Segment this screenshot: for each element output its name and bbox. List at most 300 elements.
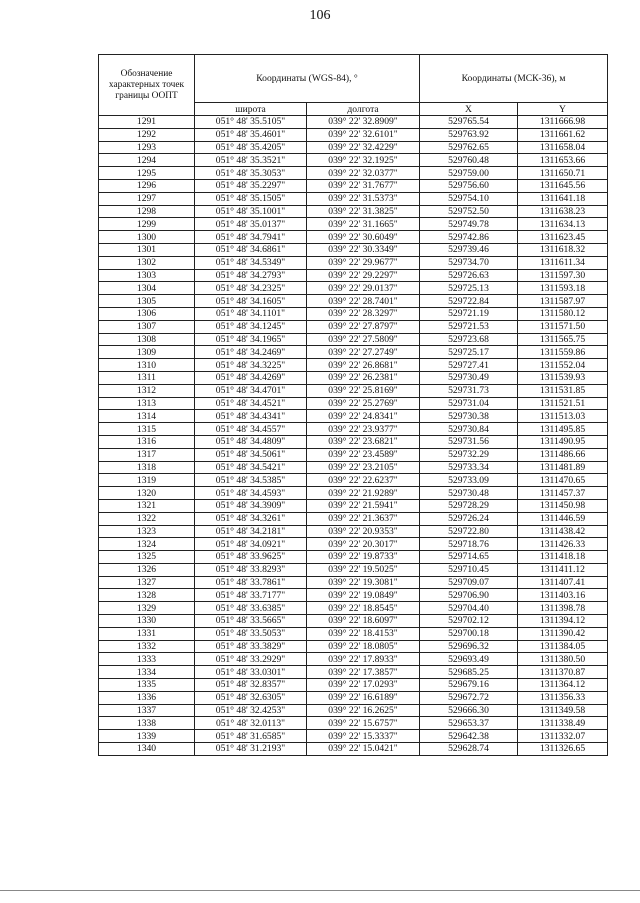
cell-x: 529756.60 (420, 179, 518, 192)
cell-x: 529628.74 (420, 743, 518, 756)
cell-y: 1311403.16 (518, 589, 608, 602)
cell-point-number: 1291 (99, 116, 195, 129)
cell-x: 529700.18 (420, 627, 518, 640)
table-row (99, 461, 608, 474)
cell-y: 1311552.04 (518, 359, 608, 372)
table-row (99, 576, 608, 589)
cell-point-number: 1293 (99, 141, 195, 154)
cell-longitude: 039° 22' 20.3017" (307, 538, 420, 551)
cell-point-number: 1332 (99, 640, 195, 653)
cell-latitude: 051° 48' 34.0921" (195, 538, 307, 551)
table-row (99, 128, 608, 141)
cell-longitude: 039° 22' 32.4229" (307, 141, 420, 154)
cell-point-number: 1326 (99, 563, 195, 576)
table-row (99, 205, 608, 218)
cell-latitude: 051° 48' 33.3829" (195, 640, 307, 653)
cell-point-number: 1295 (99, 167, 195, 180)
table-row (99, 359, 608, 372)
cell-y: 1311513.03 (518, 410, 608, 423)
cell-latitude: 051° 48' 33.5665" (195, 615, 307, 628)
cell-point-number: 1311 (99, 371, 195, 384)
cell-latitude: 051° 48' 34.2469" (195, 346, 307, 359)
table-row (99, 538, 608, 551)
cell-longitude: 039° 22' 21.3637" (307, 512, 420, 525)
cell-latitude: 051° 48' 34.4701" (195, 384, 307, 397)
table-row (99, 397, 608, 410)
cell-longitude: 039° 22' 31.5373" (307, 192, 420, 205)
cell-x: 529696.32 (420, 640, 518, 653)
cell-x: 529732.29 (420, 448, 518, 461)
table-row (99, 589, 608, 602)
cell-x: 529731.73 (420, 384, 518, 397)
cell-point-number: 1323 (99, 525, 195, 538)
table-row (99, 691, 608, 704)
cell-x: 529725.13 (420, 282, 518, 295)
table-row (99, 269, 608, 282)
table-row (99, 474, 608, 487)
cell-longitude: 039° 22' 32.8909" (307, 116, 420, 129)
cell-y: 1311641.18 (518, 192, 608, 205)
cell-x: 529710.45 (420, 563, 518, 576)
cell-longitude: 039° 22' 17.3857" (307, 666, 420, 679)
cell-y: 1311411.12 (518, 563, 608, 576)
cell-longitude: 039° 22' 15.0421" (307, 743, 420, 756)
cell-latitude: 051° 48' 34.3261" (195, 512, 307, 525)
cell-longitude: 039° 22' 32.6101" (307, 128, 420, 141)
table-row (99, 525, 608, 538)
cell-point-number: 1313 (99, 397, 195, 410)
header-point-designation: Обозначение характерных точек границы ООПТ (99, 55, 195, 116)
table-row (99, 116, 608, 129)
cell-point-number: 1327 (99, 576, 195, 589)
cell-point-number: 1324 (99, 538, 195, 551)
cell-latitude: 051° 48' 33.0301" (195, 666, 307, 679)
cell-y: 1311495.85 (518, 423, 608, 436)
cell-y: 1311384.05 (518, 640, 608, 653)
header-latitude: широта (195, 103, 307, 116)
cell-point-number: 1297 (99, 192, 195, 205)
table-row (99, 346, 608, 359)
table-row (99, 717, 608, 730)
cell-x: 529752.50 (420, 205, 518, 218)
cell-x: 529730.49 (420, 371, 518, 384)
cell-longitude: 039° 22' 31.1665" (307, 218, 420, 231)
cell-point-number: 1306 (99, 307, 195, 320)
cell-longitude: 039° 22' 25.8169" (307, 384, 420, 397)
cell-longitude: 039° 22' 16.6189" (307, 691, 420, 704)
table-row (99, 141, 608, 154)
cell-x: 529722.80 (420, 525, 518, 538)
cell-point-number: 1339 (99, 730, 195, 743)
cell-point-number: 1303 (99, 269, 195, 282)
table-row (99, 371, 608, 384)
cell-latitude: 051° 48' 34.4521" (195, 397, 307, 410)
cell-y: 1311356.33 (518, 691, 608, 704)
cell-latitude: 051° 48' 33.2929" (195, 653, 307, 666)
cell-latitude: 051° 48' 32.8357" (195, 679, 307, 692)
cell-longitude: 039° 22' 19.0849" (307, 589, 420, 602)
cell-point-number: 1294 (99, 154, 195, 167)
cell-longitude: 039° 22' 17.8933" (307, 653, 420, 666)
cell-y: 1311450.98 (518, 499, 608, 512)
cell-x: 529749.78 (420, 218, 518, 231)
cell-x: 529723.68 (420, 333, 518, 346)
cell-latitude: 051° 48' 35.5105" (195, 116, 307, 129)
cell-x: 529704.40 (420, 602, 518, 615)
cell-point-number: 1314 (99, 410, 195, 423)
cell-x: 529728.29 (420, 499, 518, 512)
cell-longitude: 039° 22' 23.6821" (307, 435, 420, 448)
cell-y: 1311338.49 (518, 717, 608, 730)
table-row (99, 551, 608, 564)
cell-point-number: 1335 (99, 679, 195, 692)
cell-y: 1311638.23 (518, 205, 608, 218)
cell-point-number: 1330 (99, 615, 195, 628)
cell-latitude: 051° 48' 34.4269" (195, 371, 307, 384)
cell-longitude: 039° 22' 27.2749" (307, 346, 420, 359)
cell-y: 1311398.78 (518, 602, 608, 615)
cell-y: 1311650.71 (518, 167, 608, 180)
cell-latitude: 051° 48' 34.4593" (195, 487, 307, 500)
cell-point-number: 1299 (99, 218, 195, 231)
cell-y: 1311634.13 (518, 218, 608, 231)
cell-point-number: 1325 (99, 551, 195, 564)
cell-longitude: 039° 22' 25.2769" (307, 397, 420, 410)
cell-latitude: 051° 48' 33.5053" (195, 627, 307, 640)
cell-x: 529754.10 (420, 192, 518, 205)
cell-y: 1311481.89 (518, 461, 608, 474)
cell-longitude: 039° 22' 32.1925" (307, 154, 420, 167)
cell-x: 529672.72 (420, 691, 518, 704)
table-body (99, 116, 608, 756)
table-row (99, 218, 608, 231)
cell-latitude: 051° 48' 35.0137" (195, 218, 307, 231)
table-row (99, 295, 608, 308)
cell-point-number: 1321 (99, 499, 195, 512)
cell-y: 1311580.12 (518, 307, 608, 320)
cell-latitude: 051° 48' 35.4205" (195, 141, 307, 154)
cell-point-number: 1310 (99, 359, 195, 372)
cell-longitude: 039° 22' 19.8733" (307, 551, 420, 564)
cell-longitude: 039° 22' 27.5809" (307, 333, 420, 346)
cell-y: 1311470.65 (518, 474, 608, 487)
cell-x: 529726.24 (420, 512, 518, 525)
cell-point-number: 1298 (99, 205, 195, 218)
cell-longitude: 039° 22' 18.4153" (307, 627, 420, 640)
cell-y: 1311349.58 (518, 704, 608, 717)
cell-x: 529731.56 (420, 435, 518, 448)
cell-latitude: 051° 48' 34.7941" (195, 231, 307, 244)
cell-point-number: 1320 (99, 487, 195, 500)
cell-point-number: 1318 (99, 461, 195, 474)
cell-longitude: 039° 22' 29.9677" (307, 256, 420, 269)
cell-x: 529685.25 (420, 666, 518, 679)
cell-y: 1311565.75 (518, 333, 608, 346)
cell-x: 529702.12 (420, 615, 518, 628)
table-row (99, 167, 608, 180)
cell-longitude: 039° 22' 18.8545" (307, 602, 420, 615)
table-row (99, 307, 608, 320)
cell-point-number: 1334 (99, 666, 195, 679)
cell-latitude: 051° 48' 34.4557" (195, 423, 307, 436)
cell-longitude: 039° 22' 15.3337" (307, 730, 420, 743)
cell-longitude: 039° 22' 19.5025" (307, 563, 420, 576)
cell-latitude: 051° 48' 31.6585" (195, 730, 307, 743)
cell-y: 1311418.18 (518, 551, 608, 564)
cell-y: 1311370.87 (518, 666, 608, 679)
table-row (99, 627, 608, 640)
cell-latitude: 051° 48' 32.4253" (195, 704, 307, 717)
cell-point-number: 1319 (99, 474, 195, 487)
cell-longitude: 039° 22' 30.3349" (307, 243, 420, 256)
table-row (99, 435, 608, 448)
cell-x: 529722.84 (420, 295, 518, 308)
cell-latitude: 051° 48' 34.2325" (195, 282, 307, 295)
cell-longitude: 039° 22' 24.8341" (307, 410, 420, 423)
cell-latitude: 051° 48' 34.3909" (195, 499, 307, 512)
cell-latitude: 051° 48' 34.1605" (195, 295, 307, 308)
cell-point-number: 1309 (99, 346, 195, 359)
table-row (99, 179, 608, 192)
table-row (99, 423, 608, 436)
cell-x: 529714.65 (420, 551, 518, 564)
cell-longitude: 039° 22' 17.0293" (307, 679, 420, 692)
cell-latitude: 051° 48' 32.0113" (195, 717, 307, 730)
cell-point-number: 1302 (99, 256, 195, 269)
cell-longitude: 039° 22' 23.9377" (307, 423, 420, 436)
cell-x: 529721.53 (420, 320, 518, 333)
table-row (99, 563, 608, 576)
cell-x: 529718.76 (420, 538, 518, 551)
table-row (99, 602, 608, 615)
table-row (99, 256, 608, 269)
cell-x: 529742.86 (420, 231, 518, 244)
cell-x: 529706.90 (420, 589, 518, 602)
cell-point-number: 1308 (99, 333, 195, 346)
cell-y: 1311611.34 (518, 256, 608, 269)
cell-x: 529726.63 (420, 269, 518, 282)
cell-latitude: 051° 48' 32.6305" (195, 691, 307, 704)
cell-y: 1311486.66 (518, 448, 608, 461)
cell-longitude: 039° 22' 32.0377" (307, 167, 420, 180)
cell-longitude: 039° 22' 21.5941" (307, 499, 420, 512)
cell-longitude: 039° 22' 20.9353" (307, 525, 420, 538)
cell-latitude: 051° 48' 33.8293" (195, 563, 307, 576)
cell-point-number: 1296 (99, 179, 195, 192)
table-row (99, 282, 608, 295)
table-row (99, 487, 608, 500)
cell-latitude: 051° 48' 35.1001" (195, 205, 307, 218)
cell-latitude: 051° 48' 35.3521" (195, 154, 307, 167)
cell-latitude: 051° 48' 34.4809" (195, 435, 307, 448)
cell-longitude: 039° 22' 18.0805" (307, 640, 420, 653)
cell-longitude: 039° 22' 22.6237" (307, 474, 420, 487)
cell-y: 1311394.12 (518, 615, 608, 628)
table-row (99, 653, 608, 666)
cell-point-number: 1301 (99, 243, 195, 256)
cell-longitude: 039° 22' 23.2105" (307, 461, 420, 474)
cell-point-number: 1315 (99, 423, 195, 436)
header-msk36: Координаты (МСК-36), м (420, 55, 608, 103)
cell-x: 529765.54 (420, 116, 518, 129)
cell-y: 1311539.93 (518, 371, 608, 384)
cell-latitude: 051° 48' 34.1245" (195, 320, 307, 333)
cell-point-number: 1292 (99, 128, 195, 141)
cell-latitude: 051° 48' 34.1101" (195, 307, 307, 320)
cell-y: 1311521.51 (518, 397, 608, 410)
cell-longitude: 039° 22' 18.6097" (307, 615, 420, 628)
cell-latitude: 051° 48' 33.7177" (195, 589, 307, 602)
cell-point-number: 1328 (99, 589, 195, 602)
cell-longitude: 039° 22' 29.0137" (307, 282, 420, 295)
cell-point-number: 1304 (99, 282, 195, 295)
cell-y: 1311587.97 (518, 295, 608, 308)
table-row (99, 448, 608, 461)
cell-point-number: 1338 (99, 717, 195, 730)
cell-y: 1311661.62 (518, 128, 608, 141)
cell-point-number: 1307 (99, 320, 195, 333)
cell-y: 1311438.42 (518, 525, 608, 538)
cell-latitude: 051° 48' 34.4341" (195, 410, 307, 423)
table-row (99, 154, 608, 167)
cell-latitude: 051° 48' 33.9625" (195, 551, 307, 564)
cell-x: 529693.49 (420, 653, 518, 666)
cell-y: 1311426.33 (518, 538, 608, 551)
cell-x: 529727.41 (420, 359, 518, 372)
cell-longitude: 039° 22' 16.2625" (307, 704, 420, 717)
table-row (99, 666, 608, 679)
table-row (99, 231, 608, 244)
coordinates-table (98, 54, 608, 756)
cell-point-number: 1333 (99, 653, 195, 666)
cell-latitude: 051° 48' 35.4601" (195, 128, 307, 141)
cell-x: 529666.30 (420, 704, 518, 717)
header-longitude: долгота (307, 103, 420, 116)
cell-longitude: 039° 22' 15.6757" (307, 717, 420, 730)
cell-point-number: 1340 (99, 743, 195, 756)
table-row (99, 499, 608, 512)
table-row (99, 384, 608, 397)
cell-longitude: 039° 22' 31.3825" (307, 205, 420, 218)
cell-latitude: 051° 48' 31.2193" (195, 743, 307, 756)
table-header-row (99, 55, 608, 103)
table-row (99, 333, 608, 346)
cell-x: 529760.48 (420, 154, 518, 167)
cell-x: 529653.37 (420, 717, 518, 730)
cell-latitude: 051° 48' 33.7861" (195, 576, 307, 589)
bottom-rule (0, 890, 640, 891)
header-y: Y (518, 103, 608, 116)
cell-x: 529730.48 (420, 487, 518, 500)
cell-y: 1311653.66 (518, 154, 608, 167)
table-row (99, 192, 608, 205)
cell-longitude: 039° 22' 26.2381" (307, 371, 420, 384)
cell-latitude: 051° 48' 34.5349" (195, 256, 307, 269)
cell-y: 1311559.86 (518, 346, 608, 359)
cell-point-number: 1329 (99, 602, 195, 615)
cell-point-number: 1312 (99, 384, 195, 397)
cell-y: 1311623.45 (518, 231, 608, 244)
cell-y: 1311332.07 (518, 730, 608, 743)
cell-y: 1311390.42 (518, 627, 608, 640)
cell-x: 529762.65 (420, 141, 518, 154)
cell-y: 1311326.65 (518, 743, 608, 756)
cell-longitude: 039° 22' 19.3081" (307, 576, 420, 589)
cell-latitude: 051° 48' 34.5061" (195, 448, 307, 461)
cell-latitude: 051° 48' 35.2297" (195, 179, 307, 192)
cell-latitude: 051° 48' 34.2793" (195, 269, 307, 282)
cell-longitude: 039° 22' 26.8681" (307, 359, 420, 372)
cell-y: 1311645.56 (518, 179, 608, 192)
cell-latitude: 051° 48' 34.3225" (195, 359, 307, 372)
header-x: X (420, 103, 518, 116)
cell-y: 1311597.30 (518, 269, 608, 282)
cell-latitude: 051° 48' 34.2181" (195, 525, 307, 538)
cell-x: 529721.19 (420, 307, 518, 320)
cell-latitude: 051° 48' 35.1505" (195, 192, 307, 205)
cell-y: 1311571.50 (518, 320, 608, 333)
table-row (99, 743, 608, 756)
cell-point-number: 1300 (99, 231, 195, 244)
cell-x: 529734.70 (420, 256, 518, 269)
cell-longitude: 039° 22' 23.4589" (307, 448, 420, 461)
table-row (99, 640, 608, 653)
table-row (99, 512, 608, 525)
cell-latitude: 051° 48' 33.6385" (195, 602, 307, 615)
cell-point-number: 1336 (99, 691, 195, 704)
cell-y: 1311658.04 (518, 141, 608, 154)
cell-y: 1311666.98 (518, 116, 608, 129)
cell-x: 529730.84 (420, 423, 518, 436)
cell-y: 1311593.18 (518, 282, 608, 295)
cell-point-number: 1331 (99, 627, 195, 640)
cell-x: 529763.92 (420, 128, 518, 141)
cell-y: 1311364.12 (518, 679, 608, 692)
cell-longitude: 039° 22' 28.3297" (307, 307, 420, 320)
cell-x: 529733.34 (420, 461, 518, 474)
cell-x: 529679.16 (420, 679, 518, 692)
cell-y: 1311618.32 (518, 243, 608, 256)
table-row (99, 320, 608, 333)
cell-longitude: 039° 22' 28.7401" (307, 295, 420, 308)
cell-y: 1311446.59 (518, 512, 608, 525)
cell-y: 1311490.95 (518, 435, 608, 448)
table-row (99, 704, 608, 717)
cell-longitude: 039° 22' 29.2297" (307, 269, 420, 282)
cell-x: 529730.38 (420, 410, 518, 423)
cell-longitude: 039° 22' 21.9289" (307, 487, 420, 500)
table-row (99, 243, 608, 256)
cell-latitude: 051° 48' 34.1965" (195, 333, 307, 346)
table-row (99, 679, 608, 692)
cell-longitude: 039° 22' 27.8797" (307, 320, 420, 333)
cell-y: 1311380.50 (518, 653, 608, 666)
cell-point-number: 1322 (99, 512, 195, 525)
cell-x: 529739.46 (420, 243, 518, 256)
header-wgs84: Координаты (WGS-84), ° (195, 55, 420, 103)
cell-latitude: 051° 48' 34.5385" (195, 474, 307, 487)
table-row (99, 410, 608, 423)
cell-latitude: 051° 48' 34.6861" (195, 243, 307, 256)
cell-latitude: 051° 48' 35.3053" (195, 167, 307, 180)
table-row (99, 730, 608, 743)
cell-latitude: 051° 48' 34.5421" (195, 461, 307, 474)
cell-point-number: 1316 (99, 435, 195, 448)
cell-y: 1311457.37 (518, 487, 608, 500)
cell-x: 529759.00 (420, 167, 518, 180)
cell-point-number: 1337 (99, 704, 195, 717)
cell-x: 529725.17 (420, 346, 518, 359)
